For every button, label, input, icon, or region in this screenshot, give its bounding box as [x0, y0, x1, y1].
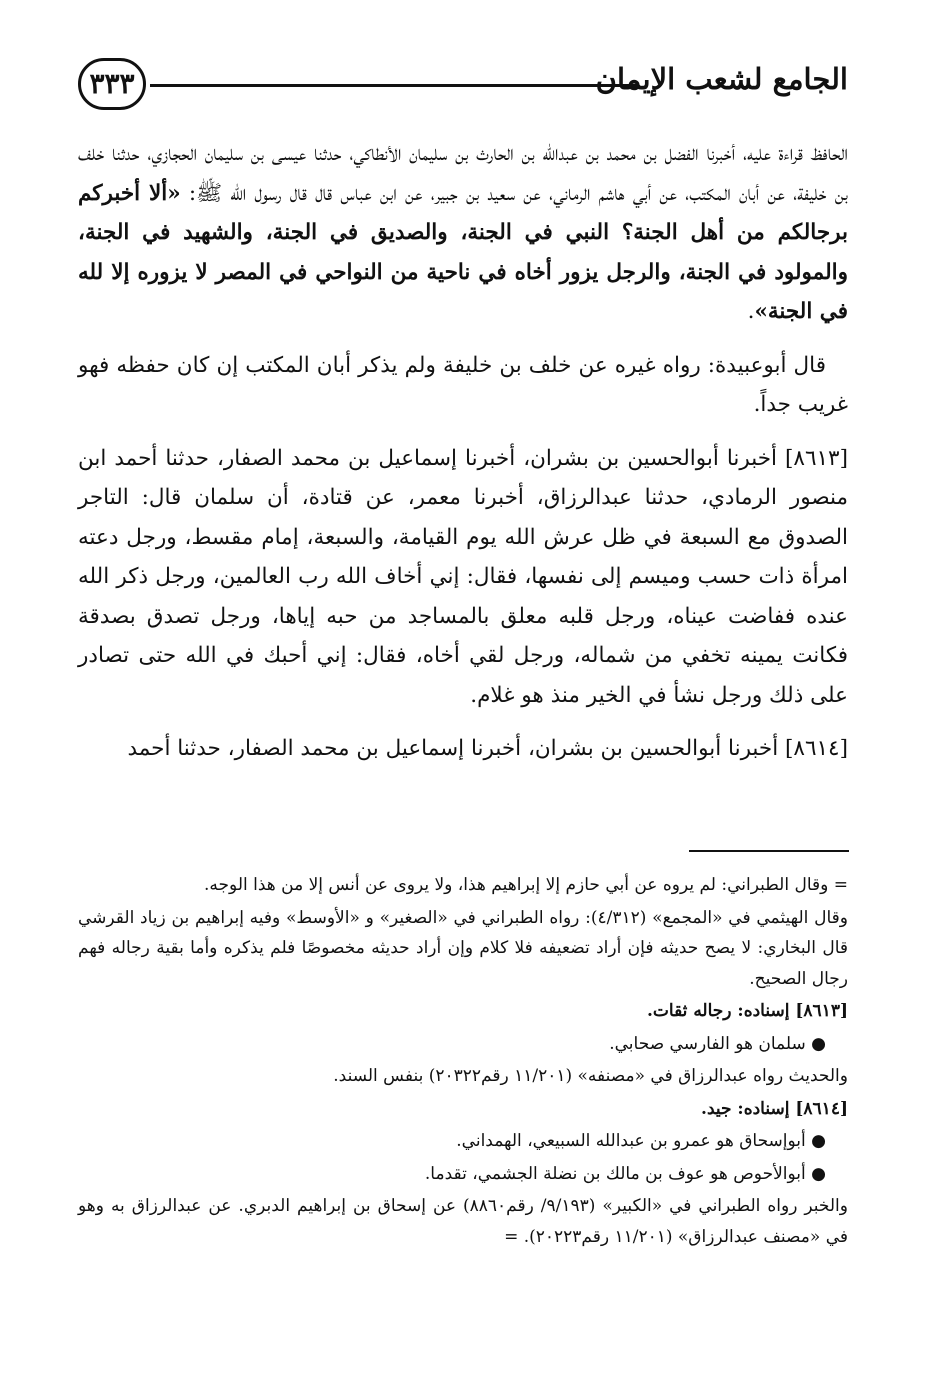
footnotes — [78, 870, 848, 1254]
page-number: ٣٣٣ — [78, 58, 146, 110]
footnote-bullet-salman: ● سلمان هو الفارسي صحابي. — [609, 1033, 826, 1054]
footnote-haythami: وقال الهيثمي في «المجمع» (٤/٣١٢): رواه الطبراني في «الصغير» و «الأوسط» وفيه إبراهيم بن زياد القرشي قال البخاري: لا يصح حديثه فإن أراد تضعيفه فلا كلام وإن أراد حديثه مخصوصًا فلم يذكره وأما بقية رجاله فهم رجال الصحيح. — [78, 907, 849, 989]
paragraph-commentary: قال أبوعبيدة: رواه غيره عن خلف بن خليفة ولم يذكر أبان المكتب إن كان حفظه فهو غريب جداً. — [78, 352, 848, 417]
footnote-8614-heading: [٨٦١٤] إسناده: جيد. — [701, 1098, 848, 1119]
footnote-8613-heading: [٨٦١٣] إسناده: رجاله ثقات. — [646, 1001, 848, 1021]
footnote-tabarani: والخبر رواه الطبراني في «الكبير» (٩/١٩٣/ رقم٨٨٦٠) عن إسحاق بن إبراهيم الدبري. عن عبدالرزاق به وهو في «مصنف عبدالرزاق» (١١/٢٠١ رقم٢٠٢٢٣). = — [78, 1196, 848, 1247]
page-header — [78, 58, 848, 128]
footnote-divider — [689, 850, 849, 852]
paragraph-hadith-8614: [٨٦١٤] أخبرنا أبوالحسين بن بشران، أخبرنا إسماعيل بن محمد الصفار، حدثنا أحمد — [127, 736, 848, 761]
paragraph-end: . — [747, 299, 755, 324]
paragraph-hadith-chain — [78, 134, 848, 332]
running-title: الجامع لشعب الإيمان — [595, 62, 848, 96]
footnote-bullet-abu-ishaq: ● أبوإسحاق هو عمرو بن عبدالله السبيعي، الهمداني. — [456, 1131, 826, 1151]
paragraph-hadith-8613: [٨٦١٣] أخبرنا أبوالحسين بن بشران، أخبرنا إسماعيل بن محمد الصفار، حدثنا أحمد ابن منصور الرمادي، حدثنا عبدالرزاق، أخبرنا معمر، عن قتادة، أن سلمان قال: التاجر الصدوق مع السبعة في ظل عرش الله يوم القيامة، والسبعة، إمام مقسط، ورجل دعته امرأة ذات حسب وميسم إلى نفسها، فقال: إني أخاف الله رب العالمين، ورجل ذكر الله عنده ففاضت عيناه، ورجل قلبه معلق بالمساجد من حبه إياها، ورجل تصدق بصدقة فكانت يمينه تخفي من شماله، ورجل لقي أخاه، فقال: إني أحبك في الله حتى تصادر على ذلك ورجل نشأ في الخير منذ هو غلام. — [78, 445, 848, 708]
footnote-abdulrazzaq: والحديث رواه عبدالرزاق في «مصنفه» (١١/٢٠١ رقم٢٠٣٢٢) بنفس السند. — [333, 1066, 848, 1086]
matn-text: «ألا أخبركم برجالكم من أهل الجنة؟ النبي في الجنة، والصديق في الجنة، والشهيد في الجنة، والمولود في الجنة، والرجل يزور أخاه في ناحية من النواحي في المصر لا يزوره إلا لله في الجنة» — [78, 180, 848, 324]
header-rule — [150, 84, 638, 87]
main-text — [78, 134, 848, 783]
footnote-continuation: = وقال الطبراني: لم يروه عن أبي حازم إلا إبراهيم هذا، ولا يروى عن أنس إلا من هذا الوجه. — [204, 875, 848, 895]
footnote-bullet-abu-al-ahwas: ● أبوالأحوص هو عوف بن مالك بن نضلة الجشمي، تقدما. — [424, 1163, 826, 1184]
isnad-text: الحافظ قراءة عليه، أخبرنا الفضل بن محمد بن عبدالله بن الحارث بن سليمان الأنطاكي، حدثنا عيسى بن سليمان الحجازي، حدثنا خلف بن خليفة، عن أبان المكتب، عن أبي هاشم الرماني، عن سعيد بن جبير، عن ابن عباس قال قال رسول الله ﷺ: — [78, 141, 848, 206]
